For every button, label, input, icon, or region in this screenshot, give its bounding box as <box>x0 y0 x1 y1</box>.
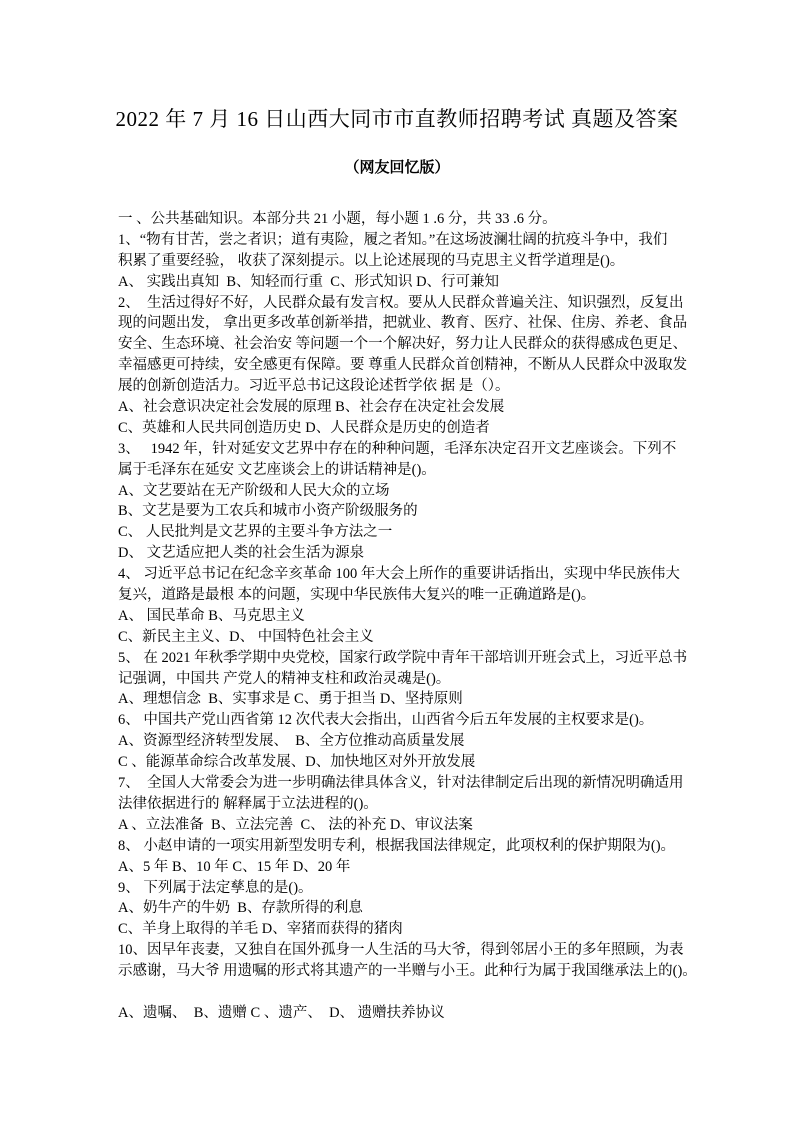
text-line: 4、 习近平总书记在纪念辛亥革命 100 年大会上所作的重要讲话指出，实现中华民族伟大 <box>118 566 680 583</box>
text-line: 展的创新创造活力。习近平总书记这段论述哲学依 据 是（）。 <box>118 378 510 395</box>
text-line: A、 实践出真知 B、知轻而行重 C、形式知识 D、行可兼知 <box>118 273 500 290</box>
text-line: A、5 年 B、10 年 C、15 年 D、20 年 <box>118 858 351 875</box>
text-line: 示感谢，马大爷 用遗嘱的形式将其遗产的一半赠与小王。此种行为属于我国继承法上的()。 <box>118 963 697 980</box>
text-line: A、理想信念 B、实事求是 C、勇于担当 D、坚持原则 <box>118 691 463 708</box>
text-line: C、新民主主义、D、 中国特色社会主义 <box>118 628 374 645</box>
text-line: A、 国民革命 B、马克思主义 <box>118 607 305 624</box>
document-body <box>118 209 718 1024</box>
text-line: B、文艺是要为工农兵和城市小资产阶级服务的 <box>118 503 418 520</box>
text-line: C 、能源革命综合改革发展、D、加快地区对外开放发展 <box>118 754 476 771</box>
text-line: 属于毛泽东在延安 文艺座谈会上的讲话精神是()。 <box>118 461 436 478</box>
text-line: 法律依据进行的 解释属于立法进程的()。 <box>118 795 378 812</box>
text-line: 7、 全国人大常委会为进一步明确法律具体含义，针对法律制定后出现的新情况明确适用 <box>118 775 684 792</box>
text-line: 复兴，道路是最根 本的问题，实现中华民族伟大复兴的唯一正确道路是()。 <box>118 587 596 604</box>
text-line: A、社会意识决定社会发展的原理 B、社会存在决定社会发展 <box>118 399 505 416</box>
text-line: D、 文艺适应把人类的社会生活为源泉 <box>118 545 365 562</box>
text-line: A、遗嘱、 B、遗赠 C 、遗产、 D、 遗赠扶养协议 <box>118 1004 445 1021</box>
text-line: C、 人民批判是文艺界的主要斗争方法之一 <box>118 524 393 541</box>
document-subtitle: （网友回忆版） <box>344 160 450 176</box>
text-line: 安全、生态环境、社会治安 等问题一个一个解决好，努力让人民群众的获得感成色更足、 <box>118 336 688 353</box>
text-line: C、英雄和人民共同创造历史 D、人民群众是历史的创造者 <box>118 419 490 436</box>
document-title: 2022 年 7 月 16 日山西大同市市直教师招聘考试 真题及答案 <box>115 107 679 131</box>
text-line: 9、 下列属于法定孳息的是()。 <box>118 879 313 896</box>
text-line: A 、立法准备 B、立法完善 C、 法的补充 D、审议法案 <box>118 816 473 833</box>
text-line: A、资源型经济转型发展、 B、全方位推动高质量发展 <box>118 733 465 750</box>
text-line: 幸福感更可持续，安全感更有保障。要 尊重人民群众首创精神，不断从人民群众中汲取发 <box>118 357 688 374</box>
text-line: 8、 小赵申请的一项实用新型发明专利，根据我国法律规定，此项权利的保护期限为()。 <box>118 837 676 854</box>
text-line: 6、 中国共产党山西省第 12 次代表大会指出，山西省今后五年发展的主权要求是()。 <box>118 712 654 729</box>
text-line: 2、 生活过得好不好，人民群众最有发言权。要从人民群众普遍关注、知识强烈，反复出 <box>118 294 684 311</box>
text-line: A、文艺要站在无产阶级和人民大众的立场 <box>118 482 390 499</box>
text-line: A、奶牛产的牛奶 B、存款所得的利息 <box>118 900 363 917</box>
text-line: 10、因早年丧妻，又独自在国外孤身一人生活的马大爷，得到邻居小王的多年照顾，为表 <box>118 942 684 959</box>
text-line: 记强调，中国共 产党人的精神支柱和政治灵魂是()。 <box>118 670 451 687</box>
text-line: 3、 1942 年，针对延安文艺界中存在的种种问题，毛泽东决定召开文艺座谈会。下列不 <box>118 440 677 457</box>
text-line: 积累了重要经验， 收获了深刻提示。以上论述展现的马克思主义哲学道理是()。 <box>118 252 625 269</box>
text-line: 1、“物有甘苦，尝之者识；道有夷险，履之者知。”在这场波澜壮阔的抗疫斗争中，我们 <box>118 231 668 248</box>
section-heading: 一 、公共基础知识。本部分共 21 小题，每小题 1 .6 分，共 33 .6 分。 <box>118 211 557 227</box>
blank-line <box>118 982 718 1003</box>
text-line: C、羊身上取得的羊毛 D、宰猪而获得的猪肉 <box>118 921 403 938</box>
text-line: 现的问题出发， 拿出更多改革创新举措，把就业、教育、医疗、社保、住房、养老、食品 <box>118 315 688 332</box>
text-line: 5、 在 2021 年秋季学期中央党校，国家行政学院中青年干部培训开班会式上，习近平总书 <box>118 649 688 666</box>
